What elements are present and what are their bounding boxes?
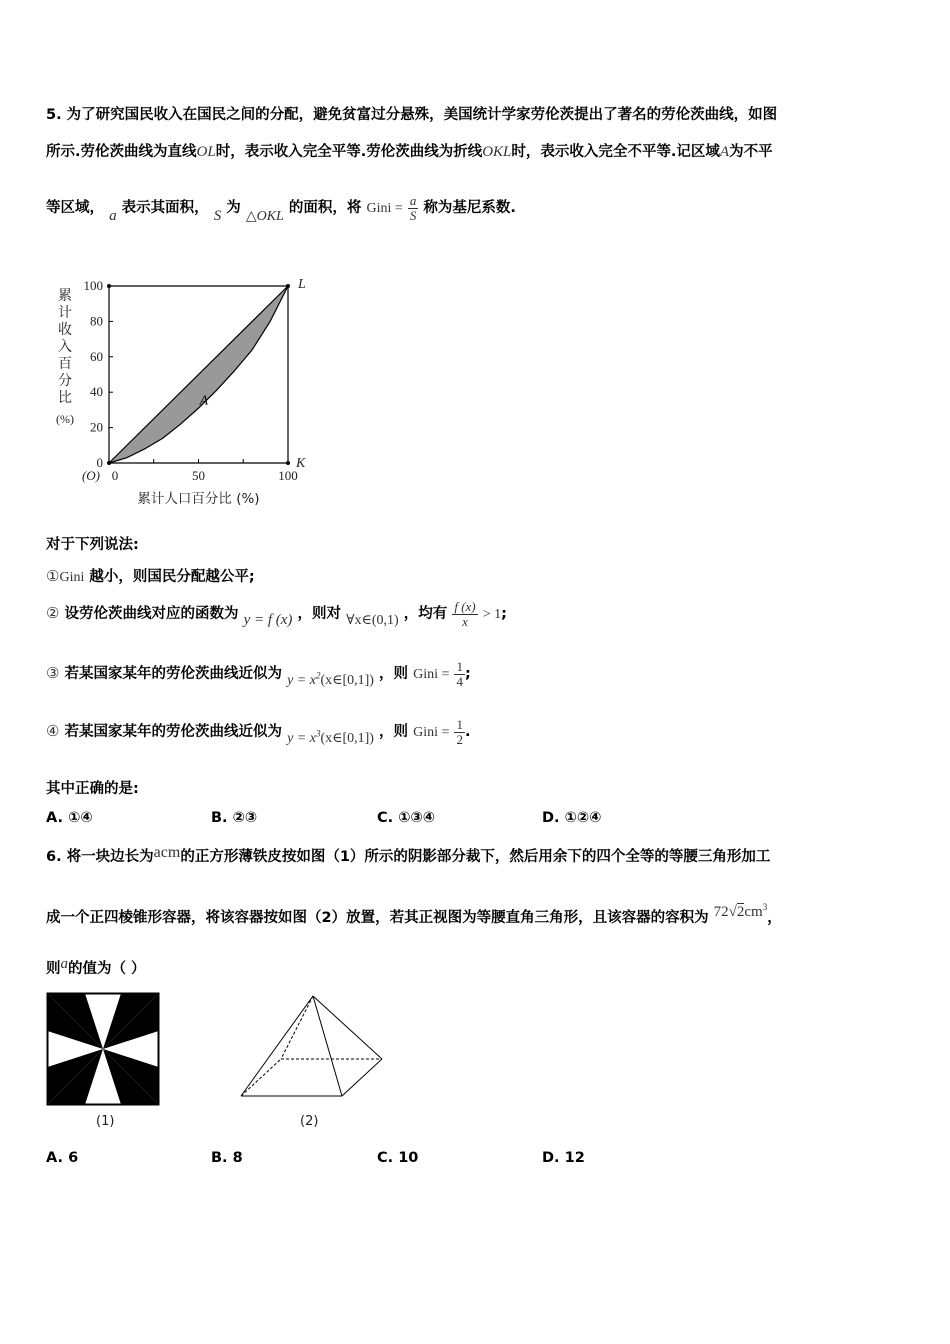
- func-exp: 2: [315, 670, 321, 681]
- q6-text-3b: 的值为（ ）: [68, 961, 146, 977]
- option-label: C.: [377, 1150, 394, 1166]
- x-axis-label: 累计人口百分比 (%): [137, 491, 260, 507]
- option-text: 10: [398, 1150, 419, 1166]
- statement-1-mark: ①: [46, 569, 60, 585]
- statement-3-gini: Gini =: [413, 667, 450, 683]
- q5-text-1: 为了研究国民收入在国民之间的分配，避免贫富过分悬殊，美国统计学家劳伦茨提出了著名的劳伦茨曲线，如图: [66, 107, 778, 123]
- y-axis-label-unit: (%): [56, 412, 74, 426]
- func-domain: (x∈[0,1]): [320, 673, 374, 689]
- q6-number: 6.: [46, 849, 62, 865]
- line-ol: [109, 286, 288, 463]
- y-axis-label-char: 累: [58, 288, 72, 304]
- q6-option-b[interactable]: [211, 1150, 243, 1166]
- func-a: y = x: [287, 731, 316, 747]
- statement-2-mark: ②: [46, 606, 60, 623]
- q6-text-2a: 成一个正四棱锥形容器，将该容器按如图（2）放置，若其正视图为等腰直角三角形，且该容器的容积为: [46, 910, 709, 926]
- figure-1-caption: (1): [96, 1114, 115, 1129]
- frac-den: x: [462, 613, 468, 629]
- vol-radicand: 2: [736, 904, 745, 920]
- math-a: a: [60, 956, 68, 972]
- figure-2-caption: (2): [300, 1114, 319, 1129]
- statement-4-func: [287, 728, 374, 747]
- q6-option-c[interactable]: [377, 1150, 418, 1166]
- y-tick-label: 80: [90, 313, 103, 329]
- statement-4: [46, 718, 470, 746]
- statement-4-fraction: [454, 718, 465, 746]
- math-a: a: [109, 208, 117, 225]
- math-S: S: [213, 208, 222, 225]
- frac-num: 1: [456, 717, 463, 732]
- math-triangle-okl: △OKL: [245, 209, 284, 225]
- lorenz-chart: [40, 270, 330, 520]
- option-label: D.: [542, 810, 560, 826]
- statement-3: [46, 660, 471, 688]
- vol-coef: 72: [713, 904, 729, 920]
- q6-text-1b: 的正方形薄铁皮按如图（1）所示的阴影部分裁下，然后用余下的四个全等的等腰三角形加工: [180, 849, 771, 865]
- option-text: ①③④: [398, 810, 436, 826]
- statement-2-func: y = f (x): [243, 612, 293, 629]
- statement-2-text: 设劳伦茨曲线对应的函数为: [64, 606, 239, 623]
- q5-text-3d: 的面积，将: [288, 200, 362, 217]
- statements-intro: 对于下列说法:: [46, 537, 139, 553]
- point-l-label: L: [298, 277, 306, 292]
- statement-3-text: 若某国家某年的劳伦茨曲线近似为: [64, 666, 283, 683]
- statement-3-then: ，则: [379, 666, 409, 683]
- frac-den: S: [409, 207, 417, 223]
- statement-1: [46, 565, 255, 586]
- option-text: ②③: [232, 810, 258, 826]
- x-tick-label: 100: [278, 468, 298, 483]
- statement-3-func: [287, 670, 374, 689]
- y-axis-label-char: 计: [58, 305, 72, 321]
- region-a-label: A: [199, 393, 209, 409]
- statement-3-fraction: [454, 660, 465, 688]
- q5-text-3a: 等区域，: [46, 200, 104, 217]
- statement-2: [46, 600, 507, 628]
- math-ol: OL: [196, 144, 216, 160]
- q5-text-2a: 所示.劳伦茨曲线为直线: [46, 144, 197, 160]
- option-text: ①②④: [564, 810, 602, 826]
- math-acm: acm: [153, 844, 181, 861]
- math-A: A: [719, 144, 730, 160]
- q6-volume: [714, 904, 768, 920]
- y-tick-label: 60: [90, 348, 103, 364]
- func-exp: 3: [315, 728, 321, 739]
- corner-point: [286, 461, 290, 465]
- statement-2-gt: > 1: [482, 607, 502, 623]
- math-okl: OKL: [482, 144, 512, 160]
- y-axis-label-char: 百: [58, 356, 72, 372]
- frac-den: 4: [456, 673, 463, 689]
- corner-point: [107, 461, 111, 465]
- option-text: 6: [68, 1150, 79, 1166]
- option-label: A.: [46, 810, 63, 826]
- y-axis-label-char: 分: [58, 373, 72, 389]
- statement-4-then: ，则: [379, 724, 409, 741]
- q6-line-1: [46, 845, 770, 866]
- statement-2-all: ，均有: [403, 606, 448, 623]
- statement-1-gini: Gini: [59, 570, 85, 585]
- q6-text-1a: 将一块边长为: [66, 849, 154, 865]
- q5-text-2c: 时，表示收入完全不平等.记区域: [511, 144, 720, 160]
- statements-which: 其中正确的是:: [46, 781, 139, 797]
- q6-line-2: [46, 902, 782, 927]
- y-tick-label: 0: [96, 455, 103, 470]
- q6-text-3a: 则: [46, 961, 61, 977]
- q5-line-3: [46, 193, 516, 225]
- frac-den: 2: [456, 731, 463, 747]
- statement-4-gini: Gini =: [413, 725, 450, 741]
- vol-unit: cm: [744, 904, 763, 920]
- statement-4-end: .: [464, 724, 471, 741]
- gini-fraction: [408, 194, 419, 222]
- statement-1-text: 越小，则国民分配越公平;: [89, 569, 255, 585]
- statement-2-then: ，则对: [297, 606, 341, 623]
- option-label: B.: [211, 810, 228, 826]
- x-tick-label: 0: [111, 468, 119, 483]
- y-tick-label: 100: [83, 278, 103, 293]
- statement-2-fraction: [452, 600, 477, 628]
- y-tick-label: 20: [90, 419, 103, 435]
- statement-4-text: 若某国家某年的劳伦茨曲线近似为: [64, 724, 283, 741]
- q5-option-c[interactable]: [377, 810, 435, 826]
- corner-point: [107, 284, 111, 288]
- q5-text-3b: 表示其面积，: [121, 200, 209, 217]
- option-text: ①④: [68, 810, 93, 826]
- q5-option-b[interactable]: [211, 810, 257, 826]
- y-axis-label-char: 收: [58, 322, 72, 338]
- sqrt-icon: √: [728, 904, 737, 920]
- statement-3-end: ;: [464, 666, 471, 683]
- func-a: y = x: [287, 673, 316, 689]
- q5-number: 5.: [46, 107, 62, 123]
- y-axis-label-char: 比: [58, 390, 72, 406]
- q6-line-3: [46, 957, 146, 978]
- frac-num: a: [409, 193, 417, 208]
- frac-num: 1: [456, 659, 463, 674]
- q5-text-2d: 为不平: [729, 144, 773, 160]
- q5-text-3e: 称为基尼系数.: [423, 200, 516, 217]
- q5-text-3c: 为: [226, 200, 241, 217]
- point-k-label: K: [296, 456, 306, 471]
- option-label: B.: [211, 1150, 228, 1166]
- vol-exp: 3: [762, 902, 768, 912]
- frac-num: f (x): [454, 599, 476, 614]
- figure-1-square: [46, 992, 162, 1108]
- option-label: C.: [377, 810, 394, 826]
- option-text: 12: [564, 1150, 585, 1166]
- x-tick-label: 50: [192, 468, 205, 483]
- y-axis-label-char: 入: [58, 339, 72, 355]
- figure-2-pyramid: [236, 992, 388, 1102]
- option-label: A.: [46, 1150, 63, 1166]
- q6-option-a[interactable]: [46, 1150, 78, 1166]
- q6-option-d[interactable]: [542, 1150, 585, 1166]
- y-tick-label: 40: [90, 384, 103, 400]
- statement-2-forall: ∀x∈(0,1): [346, 613, 399, 629]
- q5-option-d[interactable]: [542, 810, 601, 826]
- option-text: 8: [232, 1150, 243, 1166]
- corner-point: [286, 284, 290, 288]
- statement-3-mark: ③: [46, 666, 60, 683]
- q5-text-2b: 时，表示收入完全平等.劳伦茨曲线为折线: [215, 144, 483, 160]
- statement-2-end: ;: [501, 606, 507, 623]
- gini-label: Gini =: [366, 201, 403, 217]
- q5-line-1: [46, 103, 777, 124]
- q5-option-a[interactable]: [46, 810, 93, 826]
- q6-text-2-end: ，: [767, 910, 782, 926]
- func-domain: (x∈[0,1]): [320, 731, 374, 747]
- statement-4-mark: ④: [46, 724, 60, 741]
- q5-line-2: [46, 140, 773, 161]
- origin-label: (O): [81, 468, 100, 483]
- option-label: D.: [542, 1150, 560, 1166]
